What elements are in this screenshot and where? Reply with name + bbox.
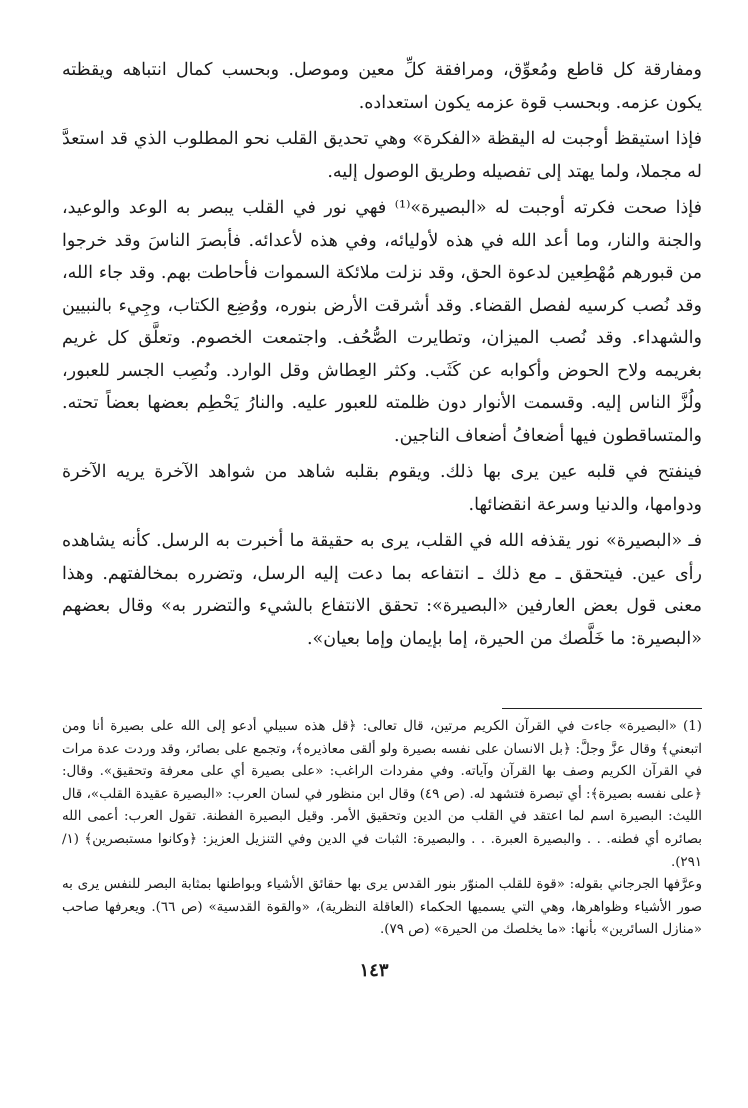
paragraph-5: فـ «البصيرة» نور يقذفه الله في القلب، يرى به حقيقة ما أخبرت به الرسل. كأنه يشاهده رأى عين. فيتحقق ـ مع ذلك ـ انتفاعه بما دعت إليه الرسل، وتضرره بمخالفتهم. وهذا معنى قول بعض العارفين «البصيرة»: تحقق الانتفاع بالشيء والتضرر به» وقال بعضهم «البصيرة: ما خَلَّصك من الحيرة، إما بإيمان وإما بعيان». <box>62 531 702 649</box>
footnote-1 <box>62 716 702 874</box>
footnote-1-continued: وعرَّفها الجرجاني بقوله: «قوة للقلب المنوّر بنور القدس يرى بها حقائق الأشياء وبواطنها بمثابة البصر للنفس يرى به صور الأشياء وظواهرها، وهي التي يسميها الحكماء (العاقلة النظرية)، «والقوة القدسية» (ص ٦٦). ويعرفها صاحب «منازل السائرين» بأنها: «ما يخلصك من الحيرة» (ص ٧٩). <box>62 877 702 938</box>
page-number: ١٤٣ <box>359 960 389 981</box>
paragraph-3: فإذا صحت فكرته أوجبت له «البصيرة»⁽¹⁾ فهي نور في القلب يبصر به الوعد والوعيد، والجنة والنار، وما أعد الله في هذه لأوليائه، وفي هذه لأعدائه. فأبصرَ الناسَ وقد خرجوا من قبورهم مُهْطِعين لدعوة الحق، وقد نزلت ملائكة السموات فأحاطت بهم. وقد جاء الله، وقد نُصب كرسيه لفصل القضاء. وقد أشرقت الأرض بنوره، ووُضِع الكتاب، وجِيء بالنبيين والشهداء. وقد نُصب الميزان، وتطايرت الصُّحُف. واجتمعت الخصوم. وتعلَّق كل غريم بغريمه ولاح الحوض وأكوابه عن كَثَب. وكثر العِطاش وقل الوارد. ونُصِب الجسر للعبور، ولُزَّ الناس إليه. وقسمت الأنوار دون ظلمته للعبور عليه. والنارُ يَحْطِم بعضها بعضاً تحته. والمتساقطون فيها أضعافُ أضعاف الناجين. <box>62 198 702 446</box>
paragraph-1: ومفارقة كل قاطع ومُعوِّق، ومرافقة كلِّ معين وموصل. وبحسب كمال انتباهه ويقظته يكون عزمه. وبحسب قوة عزمه يكون استعداده. <box>62 60 702 113</box>
main-text <box>62 54 702 659</box>
paragraph-2: فإذا استيقظ أوجبت له اليقظة «الفكرة» وهي تحديق القلب نحو المطلوب الذي قد استعدَّ له مجملا، ولما يهتد إلى تفصيله وطريق الوصول إليه. <box>62 129 702 182</box>
footnote-divider <box>502 708 702 709</box>
footnote-text: «البصيرة» جاءت في القرآن الكريم مرتين، قال تعالى: ﴿قل هذه سبيلي أدعو إلى الله على بصيرة أنا ومن اتبعني﴾ وقال عزَّ وجلَّ: ﴿بل الانسان على نفسه بصيرة ولو ألقى معاذيره﴾، وتجمع على بصائر، وقد وردت عدة مرات في القرآن الكريم وصف بها القرآن وآياته. وفي مفردات الراغب: «على بصيرة أي على معرفة وتحقيق». وقال: ﴿على نفسه بصيرة﴾: أي تبصرة فتشهد له. (ص ٤٩) وقال ابن منظور في لسان العرب: «البصيرة عقيدة القلب»، قال الليث: البصيرة اسم لما اعتقد في القلب من الدين وتحقيق الأمر. وقيل البصيرة الفطنة. تقول العرب: أعمى الله بصائره أي فطنه. . . والبصيرة العبرة. . . والبصيرة: الثبات في الدين وفي التنزيل العزيز: ﴿وكانوا مستبصرين﴾ (١/ ٢٩١). <box>62 719 702 870</box>
paragraph-4: فينفتح في قلبه عين يرى بها ذلك. ويقوم بقلبه شاهد من شواهد الآخرة يريه الآخرة ودوامها، والدنيا وسرعة انقضائها. <box>62 462 702 515</box>
footnote-number: (1) <box>683 719 702 734</box>
footnotes <box>62 716 702 942</box>
